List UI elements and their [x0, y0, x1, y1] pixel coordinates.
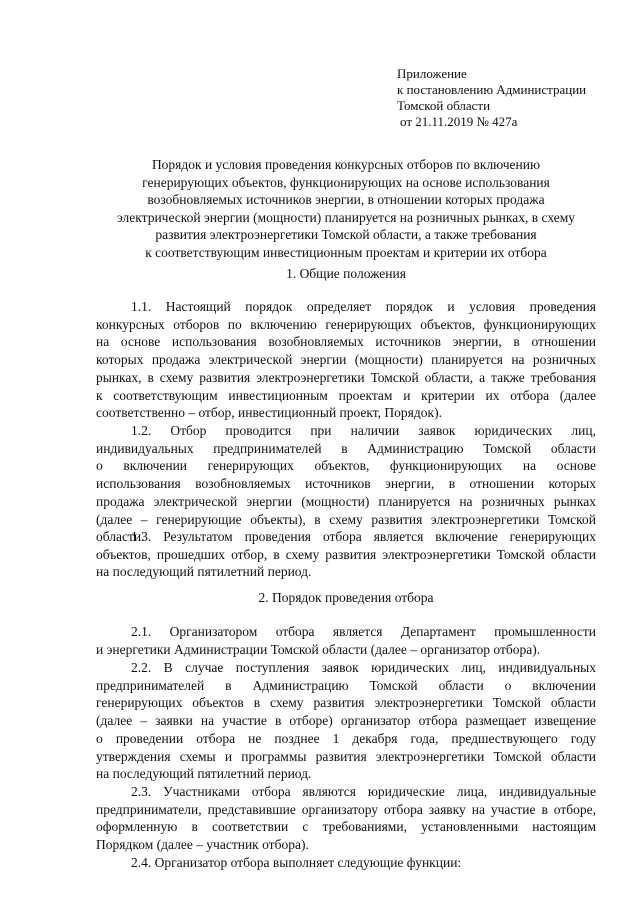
- title-line: Порядок и условия проведения конкурсных отборов по включению: [151, 157, 541, 172]
- paragraph-line: предприниматели, представившие организатору отбора заявку на участие в отборе,: [96, 801, 596, 817]
- title-line: развития электроэнергетики Томской области, а также требования: [155, 227, 537, 243]
- paragraph-line: утверждения схемы и программы развития электроэнергетики Томской области: [96, 748, 596, 764]
- paragraph-line: 2.3. Участниками отбора являются юридические лица, индивидуальные: [131, 784, 596, 799]
- paragraph-line: Порядком (далее – участник отбора).: [96, 837, 309, 853]
- paragraph-2-1: [96, 623, 596, 658]
- paragraph-2-4: [96, 854, 596, 872]
- paragraph-line: рынках, в схему развития электроэнергетики Томской области, а также требования: [96, 369, 596, 385]
- paragraph-1-1: [96, 298, 596, 422]
- paragraph-2-3: [96, 783, 596, 854]
- paragraph-line: соответственно – отбор, инвестиционный проект, Порядок).: [96, 405, 442, 421]
- paragraph-line: 2.4. Организатор отбора выполняет следующие функции:: [131, 855, 462, 870]
- appendix-line: Томской области: [397, 98, 491, 113]
- document-title: [96, 156, 596, 262]
- title-line: возобновляемых источников энергии, в отношении которых продажа: [147, 192, 545, 208]
- paragraph-line: на последующий пятилетний период.: [96, 766, 312, 782]
- paragraph-line: и энергетики Администрации Томской области (далее – организатор отбора).: [96, 641, 541, 657]
- paragraph-line: 1.2. Отбор проводится при наличии заявок юридических лиц,: [131, 423, 596, 438]
- paragraph-line: генерирующих объектов в схему развития электроэнергетики Томской области: [96, 695, 596, 711]
- paragraph-line: индивидуальных предпринимателей в Администрацию Томской области: [96, 440, 596, 456]
- section-2-heading: 2. Порядок проведения отбора: [258, 590, 434, 605]
- paragraph-line: области.: [96, 529, 145, 545]
- paragraph-line: которых продажа электрической энергии (мощности) планируется на розничных: [96, 352, 596, 368]
- appendix-line: к постановлению Администрации: [397, 82, 587, 97]
- paragraph-line: предпринимателей в Администрацию Томской области о включении: [96, 677, 596, 693]
- paragraph-line: 1.1. Настоящий порядок определяет порядок и условия проведения: [131, 299, 596, 314]
- paragraph-line: использования возобновляемых источников энергии, в отношении которых: [96, 476, 596, 492]
- section-1-heading: 1. Общие положения: [286, 266, 406, 281]
- paragraph-2-2: [96, 659, 596, 783]
- paragraph-line: продажа электрической энергии (мощности) планируется на розничных рынках: [96, 493, 596, 509]
- paragraph-line: (далее – заявки на участие в отборе) организатор отбора размещает извещение: [96, 713, 596, 729]
- paragraph-line: о проведении отбора не позднее 1 декабря года, предшествующего году: [96, 730, 596, 746]
- paragraph-line: (далее – генерирующие объекты), в схему развития электроэнергетики Томской: [96, 511, 596, 527]
- appendix-block: [397, 66, 586, 130]
- paragraph-line: объектов, прошедших отбор, в схему развития электроэнергетики Томской области: [96, 546, 596, 562]
- paragraph-line: оформленную в соответствии с требованиями, установленными настоящим: [96, 819, 596, 835]
- title-line: к соответствующим инвестиционным проектам и критерии их отбора: [145, 244, 547, 260]
- appendix-line: Приложение: [397, 66, 467, 81]
- paragraph-line: конкурсных отборов по включению генерирующих объектов, функционирующих: [96, 316, 596, 332]
- paragraph-line: на основе использования возобновляемых источников энергии, в отношении: [96, 334, 596, 350]
- paragraph-line: на последующий пятилетний период.: [96, 564, 312, 580]
- paragraph-line: 1.3. Результатом проведения отбора является включение генерирующих: [131, 529, 596, 544]
- appendix-line: от 21.11.2019 № 427а: [400, 114, 518, 129]
- paragraph-line: о включении генерирующих объектов, функционирующих на основе: [96, 458, 596, 474]
- paragraph-line: 2.1. Организатором отбора является Департамент промышленности: [131, 624, 596, 639]
- title-line: электрической энергии (мощности) планируется на розничных рынках, в схему: [116, 209, 576, 225]
- paragraph-line: к соответствующим инвестиционным проектам и критерии их отбора (далее: [96, 387, 596, 403]
- title-line: генерирующих объектов, функционирующих на основе использования: [142, 174, 550, 190]
- paragraph-line: 2.2. В случае поступления заявок юридических лиц, индивидуальных: [131, 660, 596, 675]
- paragraph-1-3: [96, 528, 596, 581]
